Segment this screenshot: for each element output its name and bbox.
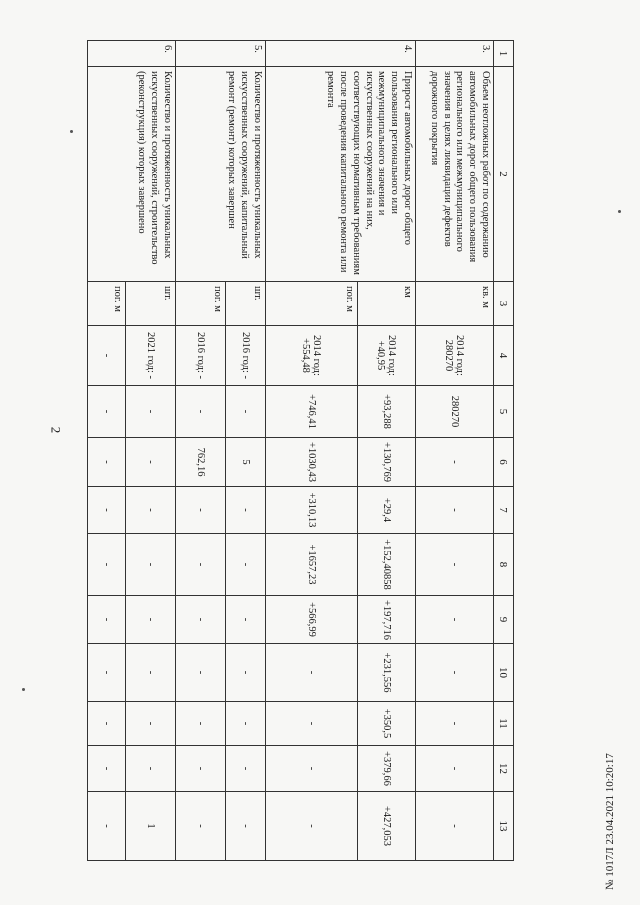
value-cell: -: [226, 702, 266, 746]
base-value: 2014 год: +554,48: [266, 326, 358, 386]
header-cell: 5: [494, 386, 514, 438]
value-cell: +427,053: [358, 792, 416, 861]
value-cell: -: [226, 792, 266, 861]
base-value: 2014 год: 280270: [416, 326, 494, 386]
indicator-name: Объем неотложных работ по содержанию автомобильных дорог общего пользования регионального или межмуниципального значения в целях ликвидации дефектов дорожного покрытия: [416, 67, 494, 282]
rotated-table-frame: [88, 40, 514, 860]
value-cell: +231,556: [358, 644, 416, 702]
row-number: 3.: [416, 41, 494, 67]
header-cell: 3: [494, 282, 514, 326]
value-cell: +1030,43: [266, 438, 358, 487]
value-cell: -: [266, 644, 358, 702]
value-cell: -: [88, 438, 126, 487]
indicator-name: Прирост автомобильных дорог общего пользования регионального или межмуниципального значения и искусственных сооружений на них, соответствующих нормативным требованиям после проведения капитального ремонта или ремонта: [266, 67, 416, 282]
header-cell: 10: [494, 644, 514, 702]
value-cell: -: [88, 386, 126, 438]
page-number: 2: [48, 426, 64, 434]
value-cell: +152,40858: [358, 534, 416, 596]
value-cell: +29,4: [358, 487, 416, 534]
value-cell: -: [88, 487, 126, 534]
unit-cell: км: [358, 282, 416, 326]
value-cell: -: [88, 792, 126, 861]
header-cell: 1: [494, 41, 514, 67]
header-cell: 12: [494, 746, 514, 792]
base-value: 2016 год: -: [226, 326, 266, 386]
unit-cell: кв. м: [416, 282, 494, 326]
value-cell: -: [126, 746, 176, 792]
table-row: [226, 41, 266, 861]
value-cell: -: [416, 792, 494, 861]
row-number: 5.: [176, 41, 266, 67]
unit-cell: пог. м: [88, 282, 126, 326]
value-cell: +197,716: [358, 596, 416, 644]
value-cell: -: [416, 438, 494, 487]
header-cell: 6: [494, 438, 514, 487]
value-cell: -: [126, 487, 176, 534]
header-cell: 13: [494, 792, 514, 861]
value-cell: -: [88, 596, 126, 644]
value-cell: -: [176, 746, 226, 792]
value-cell: -: [88, 534, 126, 596]
value-cell: +93,288: [358, 386, 416, 438]
value-cell: -: [416, 487, 494, 534]
unit-cell: пог. м: [266, 282, 358, 326]
unit-cell: шт.: [126, 282, 176, 326]
value-cell: -: [416, 534, 494, 596]
base-value: -: [88, 326, 126, 386]
value-cell: +1657,23: [266, 534, 358, 596]
value-cell: -: [226, 644, 266, 702]
speck: [22, 688, 25, 691]
value-cell: -: [88, 644, 126, 702]
value-cell: -: [226, 534, 266, 596]
indicator-name: Количество и протяженность уникальных искусственных сооружений, строительство (реконструкция) которых завершено: [88, 67, 176, 282]
value-cell: -: [176, 644, 226, 702]
indicators-table: [87, 40, 514, 861]
value-cell: -: [226, 487, 266, 534]
value-cell: -: [226, 746, 266, 792]
value-cell: -: [176, 487, 226, 534]
value-cell: -: [176, 792, 226, 861]
value-cell: 1: [126, 792, 176, 861]
value-cell: -: [416, 746, 494, 792]
speck: [70, 130, 73, 133]
base-value: 2016 год: -: [176, 326, 226, 386]
stamp-text: № 1017Л 23.04.2021 10:20:17: [604, 753, 616, 890]
value-cell: -: [226, 596, 266, 644]
value-cell: -: [176, 596, 226, 644]
speck: [618, 210, 621, 213]
value-cell: -: [126, 644, 176, 702]
value-cell: +379,66: [358, 746, 416, 792]
header-cell: 9: [494, 596, 514, 644]
value-cell: -: [126, 386, 176, 438]
value-cell: -: [266, 746, 358, 792]
value-cell: 762,16: [176, 438, 226, 487]
header-cell: 7: [494, 487, 514, 534]
value-cell: -: [416, 702, 494, 746]
value-cell: -: [126, 438, 176, 487]
value-cell: -: [126, 534, 176, 596]
value-cell: -: [176, 702, 226, 746]
table-row: [416, 41, 494, 861]
header-cell: 4: [494, 326, 514, 386]
value-cell: -: [416, 644, 494, 702]
header-cell: 2: [494, 67, 514, 282]
value-cell: 280270: [416, 386, 494, 438]
table-row: [126, 41, 176, 861]
value-cell: -: [176, 386, 226, 438]
registration-stamp: [590, 640, 630, 890]
value-cell: +350,5: [358, 702, 416, 746]
value-cell: -: [226, 386, 266, 438]
value-cell: -: [266, 702, 358, 746]
base-value: 2014 год: +40,95: [358, 326, 416, 386]
value-cell: +746,41: [266, 386, 358, 438]
unit-cell: шт.: [226, 282, 266, 326]
header-row: [494, 41, 514, 861]
value-cell: -: [176, 534, 226, 596]
value-cell: +566,99: [266, 596, 358, 644]
value-cell: -: [266, 792, 358, 861]
table-rotator: [88, 40, 514, 860]
value-cell: +130,769: [358, 438, 416, 487]
header-cell: 11: [494, 702, 514, 746]
indicator-name: Количество и протяженность уникальных искусственных сооружений, капитальный ремонт (ремонт) которых завершен: [176, 67, 266, 282]
value-cell: -: [88, 746, 126, 792]
header-cell: 8: [494, 534, 514, 596]
row-number: 6.: [88, 41, 176, 67]
value-cell: -: [126, 702, 176, 746]
base-value: 2021 год: -: [126, 326, 176, 386]
value-cell: +310,13: [266, 487, 358, 534]
value-cell: -: [416, 596, 494, 644]
table-row: [358, 41, 416, 861]
row-number: 4.: [266, 41, 416, 67]
unit-cell: пог. м: [176, 282, 226, 326]
value-cell: -: [88, 702, 126, 746]
value-cell: 5: [226, 438, 266, 487]
value-cell: -: [126, 596, 176, 644]
